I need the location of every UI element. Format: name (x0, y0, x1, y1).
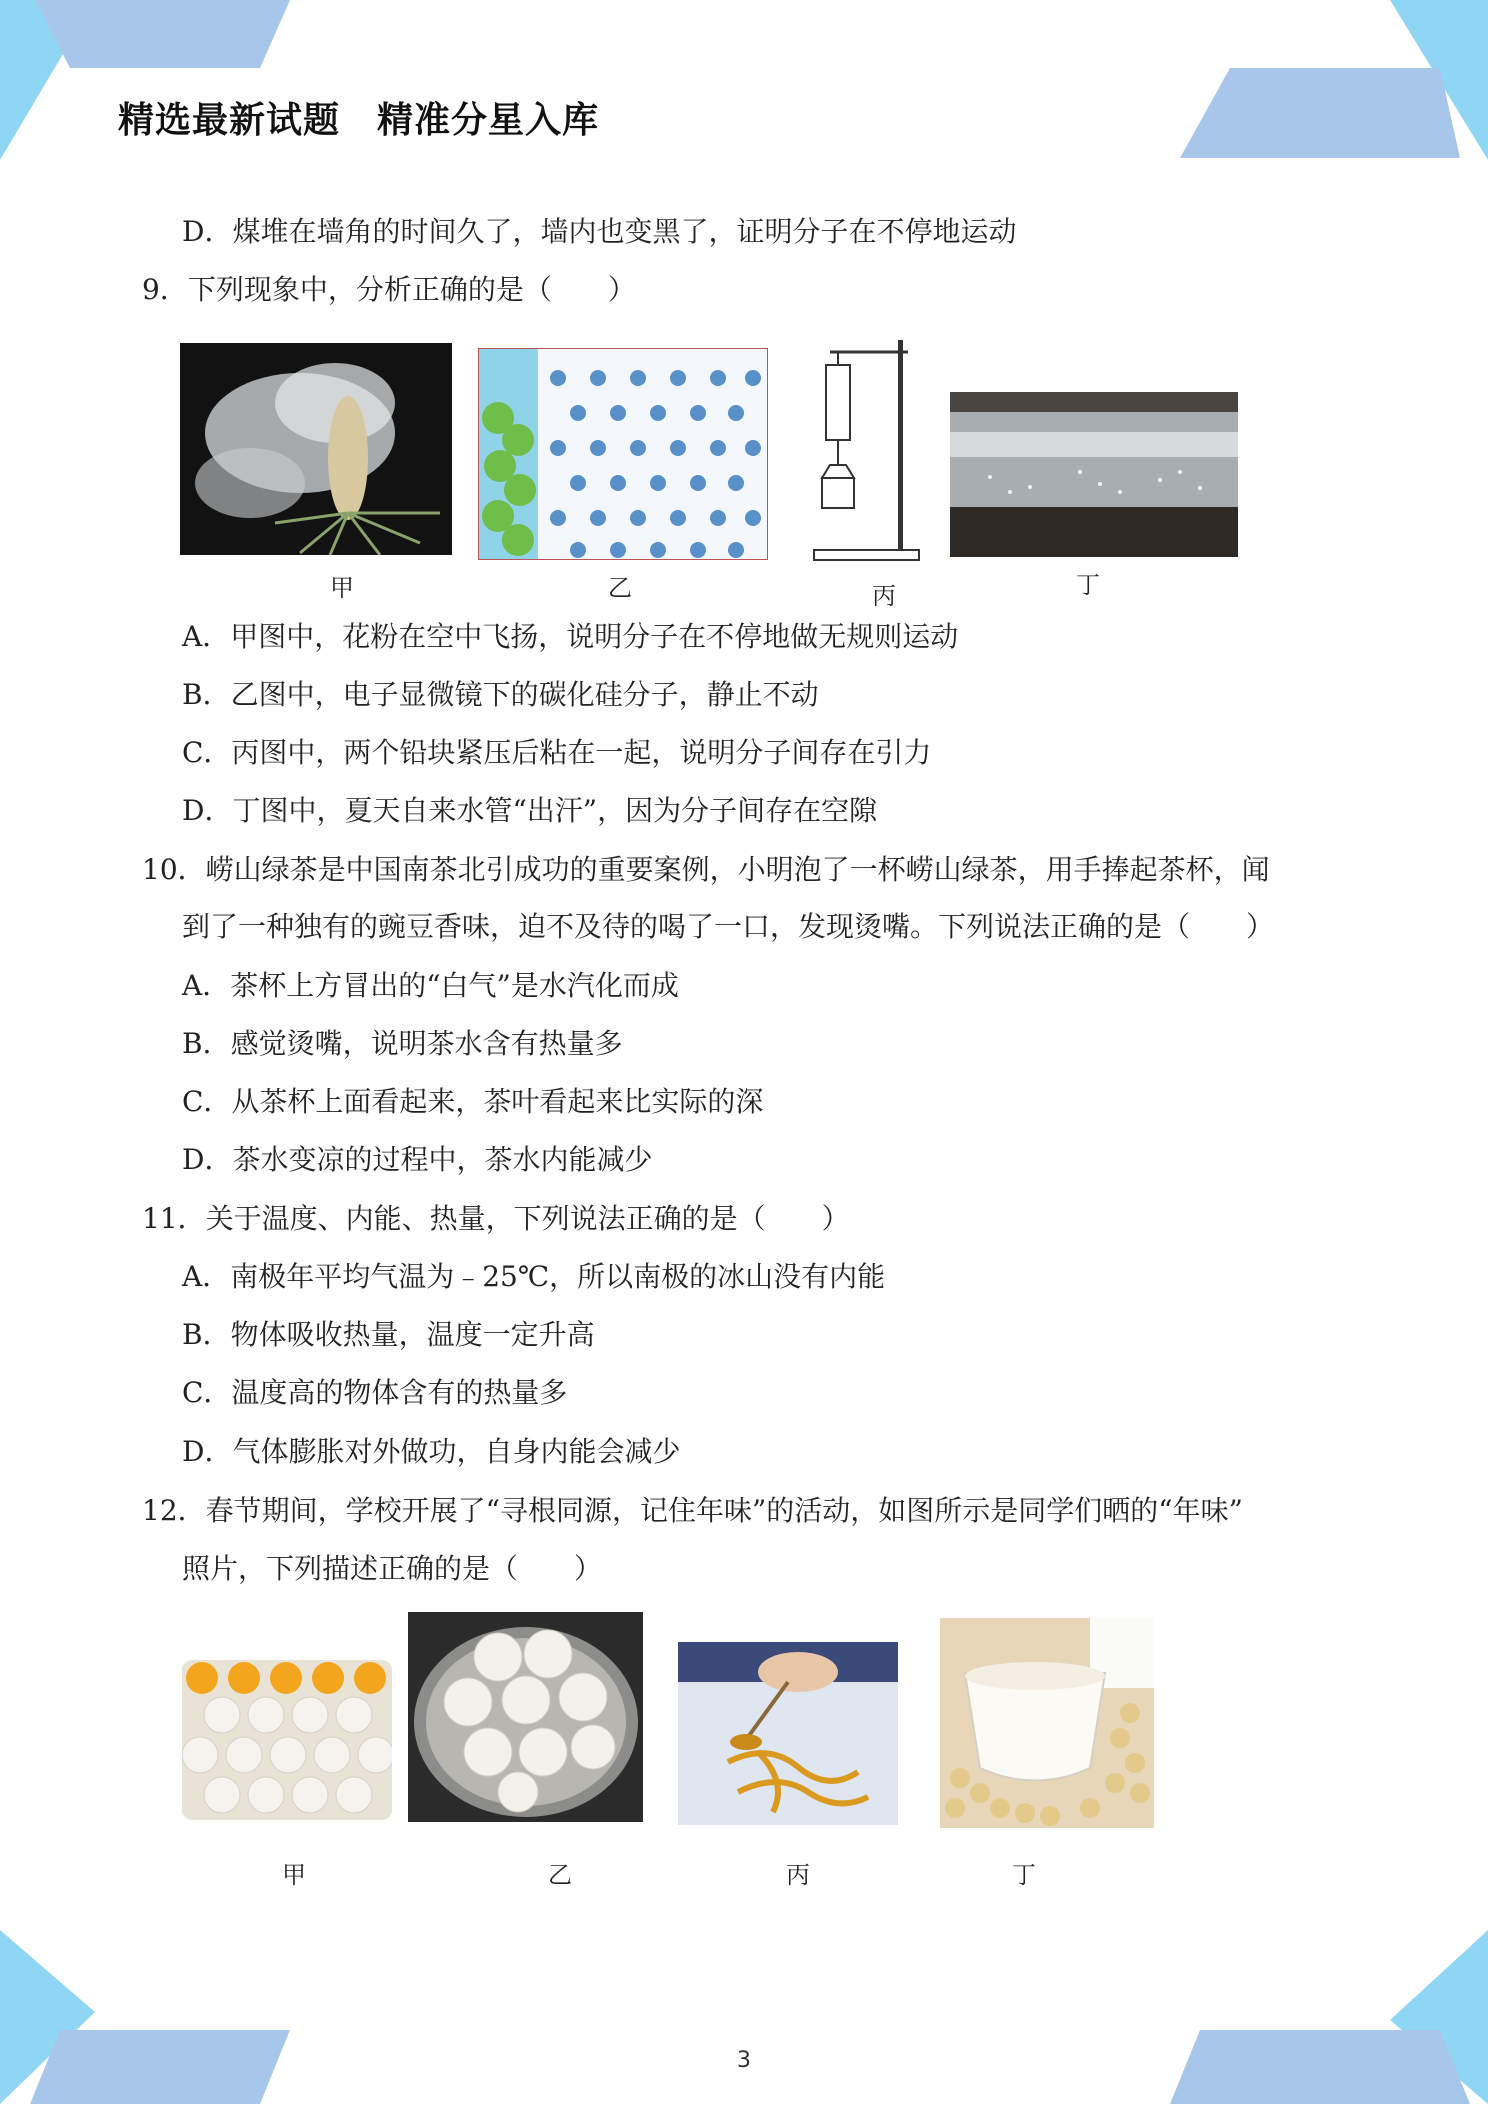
q10-option-c: C．从茶杯上面看起来，茶叶看起来比实际的深 (182, 1085, 764, 1118)
caption-jia-2: 甲 (282, 1861, 306, 1889)
q9-option-c: C．丙图中，两个铅块紧压后粘在一起，说明分子间存在引力 (182, 736, 932, 769)
q11-stem: 11．关于温度、内能、热量，下列说法正确的是（ ） (142, 1202, 850, 1235)
header-title: 精选最新试题 精准分星入库 (118, 100, 600, 141)
figure-ding-soy-milk (940, 1618, 1154, 1828)
figure-yi-silicon-carbide (478, 348, 768, 560)
q12-stem-line1: 12．春节期间，学校开展了“寻根同源，记住年味”的活动，如图所示是同学们晒的“年味” (142, 1494, 1243, 1527)
q10-option-a: A．茶杯上方冒出的“白气”是水汽化而成 (182, 969, 679, 1002)
caption-yi-2: 乙 (548, 1861, 572, 1889)
q10-stem-line2: 到了一种独有的豌豆香味，迫不及待的喝了一口，发现烫嘴。下列说法正确的是（ ） (182, 910, 1275, 943)
caption-yi: 乙 (608, 574, 632, 602)
q11-option-b: B．物体吸收热量，温度一定升高 (182, 1318, 595, 1351)
q9-option-a: A．甲图中，花粉在空中飞扬，说明分子在不停地做无规则运动 (182, 620, 959, 653)
q11-option-a: A．南极年平均气温为﹣25℃，所以南极的冰山没有内能 (182, 1260, 886, 1293)
q9-stem: 9．下列现象中，分析正确的是（ ） (142, 273, 636, 306)
q11-option-c: C．温度高的物体含有的热量多 (182, 1376, 568, 1409)
figure-jia-pollen (180, 343, 452, 555)
q10-stem-line1: 10．崂山绿茶是中国南茶北引成功的重要案例，小明泡了一杯崂山绿茶，用手捧起茶杯，闻 (142, 853, 1270, 886)
caption-bing-2: 丙 (786, 1861, 810, 1889)
q11-option-d: D．气体膨胀对外做功，自身内能会减少 (182, 1435, 681, 1468)
caption-jia: 甲 (330, 574, 354, 602)
figure-bing-sugar-painting (678, 1642, 898, 1825)
q9-option-d: D．丁图中，夏天自来水管“出汗”，因为分子间存在空隙 (182, 794, 878, 827)
figure-bing-lead-blocks (810, 330, 925, 568)
caption-ding-2: 丁 (1012, 1861, 1036, 1889)
page-number: 3 (737, 2048, 751, 2073)
q10-option-d: D．茶水变凉的过程中，茶水内能减少 (182, 1143, 653, 1176)
q9-option-b: B．乙图中，电子显微镜下的碳化硅分子，静止不动 (182, 678, 819, 711)
q10-option-b: B．感觉烫嘴，说明茶水含有热量多 (182, 1027, 623, 1060)
caption-bing: 丙 (872, 582, 896, 610)
figure-ding-water-pipe (950, 392, 1238, 557)
q12-stem-line2: 照片，下列描述正确的是（ ） (182, 1552, 603, 1585)
corner-decoration-top-right (1170, 0, 1488, 160)
caption-ding: 丁 (1076, 571, 1100, 599)
figure-yi-steamed-buns (408, 1612, 643, 1822)
figure-jia-dumplings (182, 1660, 392, 1820)
q8-option-d: D．煤堆在墙角的时间久了，墙内也变黑了，证明分子在不停地运动 (182, 215, 1017, 248)
corner-decoration-bottom-left (0, 1930, 320, 2104)
corner-decoration-bottom-right (1170, 1930, 1488, 2104)
